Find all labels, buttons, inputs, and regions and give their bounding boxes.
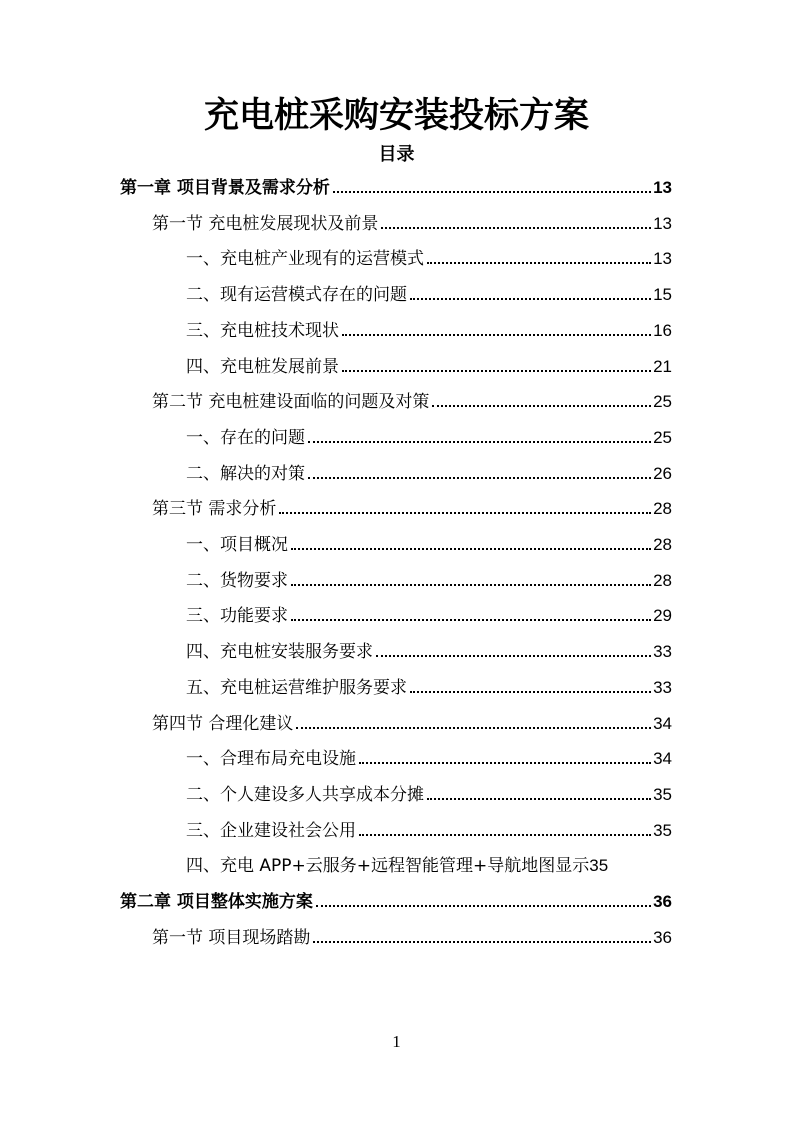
toc-entry[interactable] — [186, 531, 672, 555]
toc-entry-page: 33 — [653, 642, 672, 662]
toc-entry-page: 28 — [653, 499, 672, 519]
page-number: 1 — [392, 1032, 401, 1051]
toc-entry-page: 28 — [653, 535, 672, 554]
toc-entry-page: 28 — [653, 570, 672, 590]
dot-leader — [381, 227, 651, 229]
toc-entry[interactable] — [120, 888, 672, 912]
toc-entry-page: 21 — [653, 356, 672, 376]
toc-entry[interactable] — [120, 174, 672, 198]
toc-entry-text: 一、合理布局充电设施 — [186, 749, 356, 770]
toc-entry-text: 第二章 项目整体实施方案 — [120, 892, 313, 912]
dot-leader — [359, 762, 651, 764]
toc-entry[interactable] — [186, 567, 672, 591]
toc-entry-text: 四、充电桩发展前景 — [186, 356, 339, 377]
toc-entry-page: 35 — [653, 820, 672, 840]
toc-entry-page: 26 — [653, 463, 672, 483]
toc-entry-text: 三、充电桩技术现状 — [186, 320, 339, 341]
toc-entry-text: 第一章 项目背景及需求分析 — [120, 178, 330, 198]
toc-entry-page: 34 — [653, 713, 672, 733]
toc-entry-page: 16 — [653, 320, 672, 340]
toc-entry-text: 第一节 充电桩发展现状及前景 — [152, 213, 379, 234]
toc-entry[interactable] — [186, 424, 672, 448]
toc-entry[interactable] — [186, 817, 672, 841]
toc-entry[interactable] — [186, 281, 672, 305]
toc-entry-page: 29 — [653, 606, 672, 626]
dot-leader — [279, 512, 651, 514]
toc-entry-page: 13 — [653, 249, 672, 269]
dot-leader — [342, 334, 651, 336]
toc-entry-page: 36 — [653, 927, 672, 947]
toc-entry-text: 三、功能要求 — [186, 606, 288, 627]
toc-entry-text: 一、充电桩产业现有的运营模式 — [186, 249, 424, 270]
dot-leader — [291, 584, 651, 586]
toc-entry-text: 第一节 项目现场踏勘 — [152, 927, 311, 948]
toc-entry[interactable] — [152, 210, 672, 234]
dot-leader — [427, 262, 651, 264]
toc-entry[interactable] — [186, 317, 672, 341]
toc-entry-page: 35 — [653, 784, 672, 804]
toc-entry-text: 四、充电桩安装服务要求 — [186, 642, 373, 663]
dot-leader — [308, 441, 651, 443]
dot-leader — [432, 405, 651, 407]
dot-leader — [296, 727, 651, 729]
toc-entry[interactable] — [152, 388, 672, 412]
toc-entry-page: 13 — [653, 213, 672, 233]
toc-entry-text: 三、企业建设社会公用 — [186, 820, 356, 841]
toc-entry-text: 四、充电 APP+云服务+远程智能管理+导航地图显示 — [186, 856, 590, 877]
toc-entry-text: 二、现有运营模式存在的问题 — [186, 285, 407, 306]
toc-entry-text: 二、个人建设多人共享成本分摊 — [186, 784, 424, 805]
toc-entry-page: 33 — [653, 677, 672, 697]
toc-entry[interactable] — [152, 710, 672, 734]
toc-entry-text: 二、解决的对策 — [186, 463, 305, 484]
toc-entry-page: 35 — [589, 856, 609, 876]
toc-entry-text: 第三节 需求分析 — [152, 499, 277, 520]
toc-entry[interactable] — [186, 353, 672, 377]
toc-entry[interactable] — [152, 495, 672, 519]
document-title: 充电桩采购安装投标方案 — [203, 96, 589, 136]
toc-entry[interactable] — [186, 781, 672, 805]
dot-leader — [291, 548, 651, 550]
dot-leader — [410, 298, 651, 300]
toc-entry-text: 二、货物要求 — [186, 570, 288, 591]
toc-entry[interactable] — [186, 638, 672, 662]
toc-heading: 目录 — [378, 144, 415, 165]
dot-leader — [342, 370, 651, 372]
toc-entry-page: 15 — [653, 285, 672, 305]
toc-entry-page: 25 — [653, 392, 672, 412]
dot-leader — [313, 941, 651, 943]
toc-entry[interactable] — [186, 460, 672, 484]
dot-leader — [359, 834, 651, 836]
dot-leader — [308, 477, 651, 479]
dot-leader — [316, 905, 651, 907]
dot-leader — [427, 798, 651, 800]
toc-entry[interactable] — [186, 852, 672, 876]
dot-leader — [376, 655, 651, 657]
dot-leader — [333, 191, 651, 193]
toc-entry[interactable] — [152, 924, 672, 948]
toc-entry-page: 36 — [653, 892, 672, 911]
toc-entry-page: 34 — [653, 749, 672, 769]
toc-entry-text: 一、存在的问题 — [186, 427, 305, 448]
toc-entry[interactable] — [186, 602, 672, 626]
dot-leader — [410, 691, 651, 693]
toc-entry-text: 第二节 充电桩建设面临的问题及对策 — [152, 392, 430, 413]
toc-entry[interactable] — [186, 245, 672, 269]
toc-entry-text: 第四节 合理化建议 — [152, 713, 294, 734]
toc-entry-page: 25 — [653, 427, 672, 447]
toc-entry-page: 13 — [653, 178, 672, 197]
toc-entry-text: 一、项目概况 — [186, 535, 288, 555]
toc-entry[interactable] — [186, 745, 672, 769]
toc-entry[interactable] — [186, 674, 672, 698]
toc-entry-text: 五、充电桩运营维护服务要求 — [186, 677, 407, 698]
dot-leader — [291, 619, 651, 621]
